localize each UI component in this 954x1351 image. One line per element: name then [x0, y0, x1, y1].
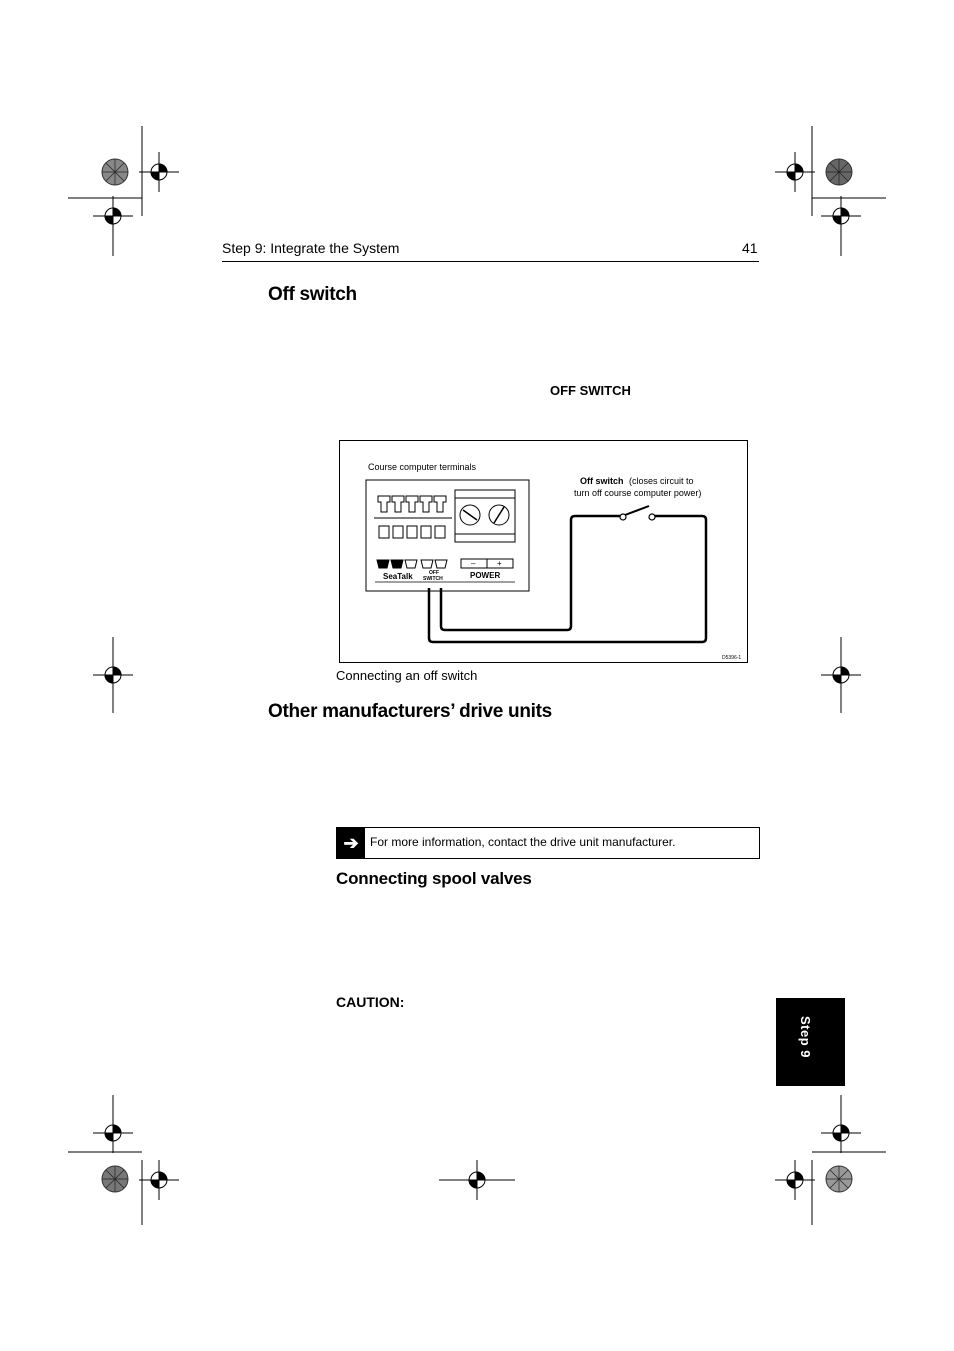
starburst-icon — [100, 157, 130, 187]
caution-label: CAUTION: — [336, 994, 405, 1010]
terminal-sockets — [379, 526, 445, 538]
registration-target-icon — [93, 637, 133, 713]
switch-lever — [625, 506, 649, 515]
registration-target-icon — [439, 1160, 515, 1200]
minus-label: – — [471, 559, 476, 568]
wiring-diagram — [339, 440, 748, 663]
off-terminal-label: OFF — [429, 570, 439, 576]
running-head: Step 9: Integrate the System — [222, 240, 400, 256]
terminal-label-tabs — [377, 560, 447, 568]
step-tab-label: Step 9 — [798, 1016, 813, 1059]
starburst-icon — [824, 157, 854, 187]
switch-contact — [649, 514, 655, 520]
arrow-right-icon: ➔ — [337, 828, 365, 858]
registration-target-icon — [139, 152, 179, 192]
header-rule — [222, 261, 759, 262]
registration-target-icon — [139, 1160, 179, 1200]
registration-target-icon — [93, 1113, 133, 1153]
note-text: For more information, contact the drive unit manufacturer. — [370, 835, 676, 849]
registration-target-icon — [93, 196, 133, 236]
page-number: 41 — [742, 240, 758, 256]
starburst-icon — [824, 1164, 854, 1194]
registration-target-icon — [821, 1113, 861, 1153]
switch-terminal-label: SWITCH — [423, 576, 443, 582]
registration-target-icon — [821, 637, 861, 713]
step-tab — [776, 998, 845, 1086]
section-title-other-drives: Other manufacturers’ drive units — [268, 701, 552, 722]
section-title-spool-valves: Connecting spool valves — [336, 869, 532, 888]
power-label: POWER — [470, 571, 501, 580]
terminals-label: Course computer terminals — [368, 462, 477, 472]
note-box — [336, 827, 760, 859]
registration-target-icon — [775, 152, 815, 192]
registration-target-icon — [821, 196, 861, 236]
seatalk-label: SeaTalk — [383, 572, 413, 581]
switch-label-text-1: (closes circuit to — [629, 476, 694, 486]
section-title-off-switch: Off switch — [268, 284, 357, 305]
svg-text:Off switch (closes circuit — [580, 476, 694, 486]
off-switch-label: OFF SWITCH — [550, 383, 631, 398]
figure-caption: Connecting an off switch — [336, 668, 478, 683]
figure-code: D5396-1 — [722, 655, 742, 661]
starburst-icon — [100, 1164, 130, 1194]
switch-label-text-2: turn off course computer power) — [574, 488, 702, 498]
plus-label: + — [497, 559, 502, 568]
switch-label-bold: Off switch — [580, 476, 624, 486]
registration-target-icon — [775, 1160, 815, 1200]
